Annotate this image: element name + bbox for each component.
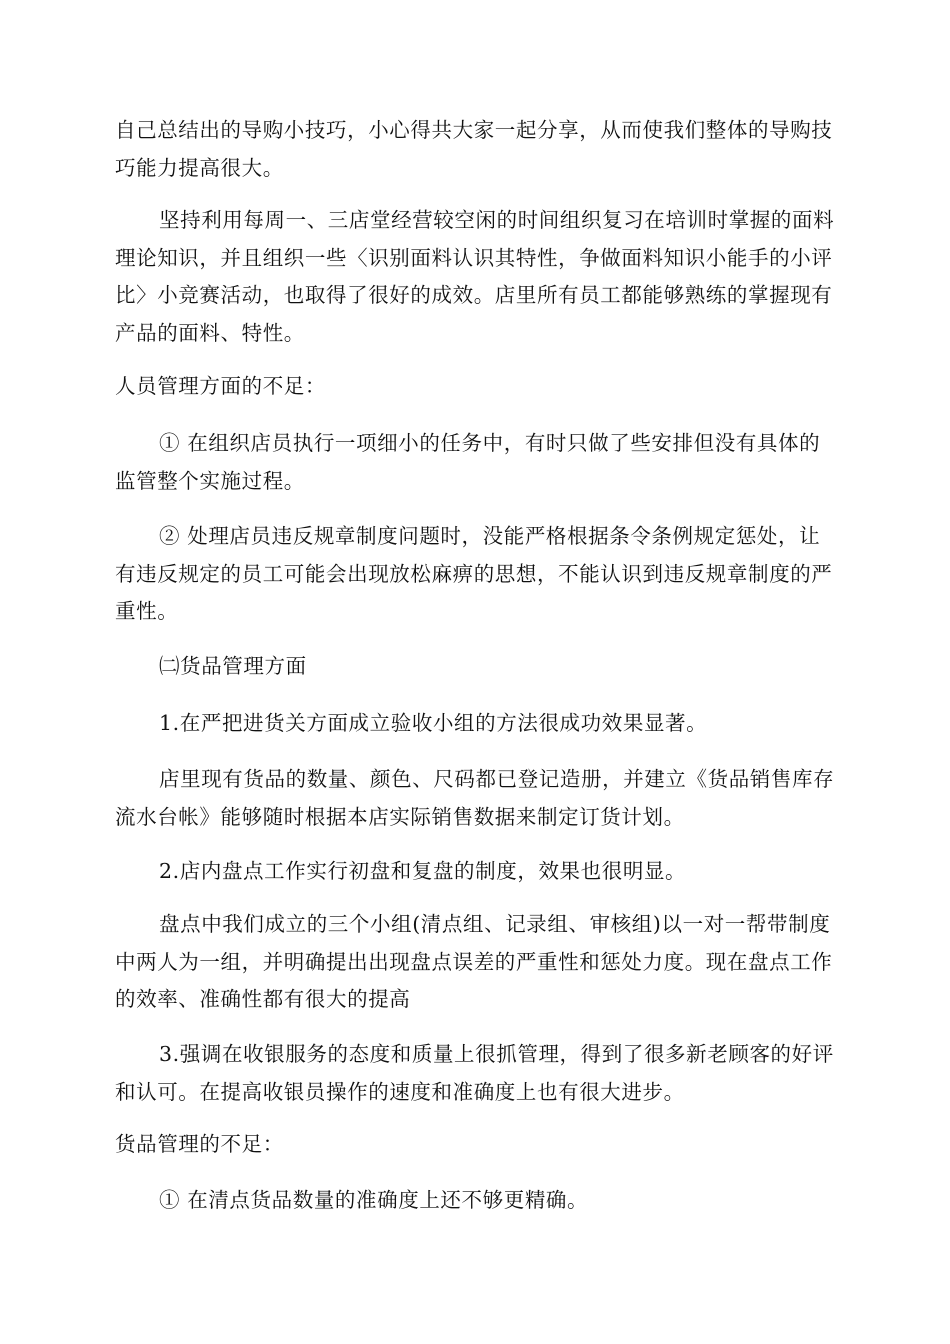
paragraph-fabric-training: 坚持利用每周一、三店堂经营较空闲的时间组织复习在培训时掌握的面料理论知识，并且组织一些〈识别面料认识其特性，争做面料知识小能手的小评比〉小竞赛活动，也取得了很好的成效。店里所有员工都能够熟练的掌握现有产品的面料、特性。 xyxy=(115,208,835,345)
paragraph-item-1: 1.在严把进货关方面成立验收小组的方法很成功效果显著。 xyxy=(159,711,708,735)
paragraph-guide-tips: 自己总结出的导购小技巧，小心得共大家一起分享，从而使我们整体的导购技巧能力提高很大。 xyxy=(115,118,833,180)
paragraph-goods-shortcoming-1: ① 在清点货品数量的准确度上还不够更精确。 xyxy=(159,1188,589,1212)
heading-goods-management: ㈡货品管理方面 xyxy=(159,654,307,678)
heading-staff-shortcomings: 人员管理方面的不足： xyxy=(115,374,326,398)
paragraph-inventory-records: 店里现有货品的数量、颜色、尺码都已登记造册，并建立《货品销售库存流水台帐》能够随时根据本店实际销售数据来制定订货计划。 xyxy=(115,767,835,829)
paragraph-item-2: 2.店内盘点工作实行初盘和复盘的制度，效果也很明显。 xyxy=(159,859,687,883)
heading-goods-shortcomings: 货品管理的不足： xyxy=(115,1132,284,1156)
paragraph-item-3: 3.强调在收银服务的态度和质量上很抓管理，得到了很多新老顾客的好评和认可。在提高收银员操作的速度和准确度上也有很大进步。 xyxy=(115,1042,834,1104)
paragraph-shortcoming-1: ① 在组织店员执行一项细小的任务中，有时只做了些安排但没有具体的监管整个实施过程。 xyxy=(115,431,821,493)
paragraph-stocktaking: 盘点中我们成立的三个小组(清点组、记录组、审核组)以一对一帮带制度中两人为一组，并明确提出出现盘点误差的严重性和惩处力度。现在盘点工作的效率、准确性都有很大的提高 xyxy=(115,912,833,1011)
paragraph-shortcoming-2: ② 处理店员违反规章制度问题时，没能严格根据条令条例规定惩处，让有违反规定的员工可能会出现放松麻痹的思想，不能认识到违反规章制度的严重性。 xyxy=(115,524,833,623)
